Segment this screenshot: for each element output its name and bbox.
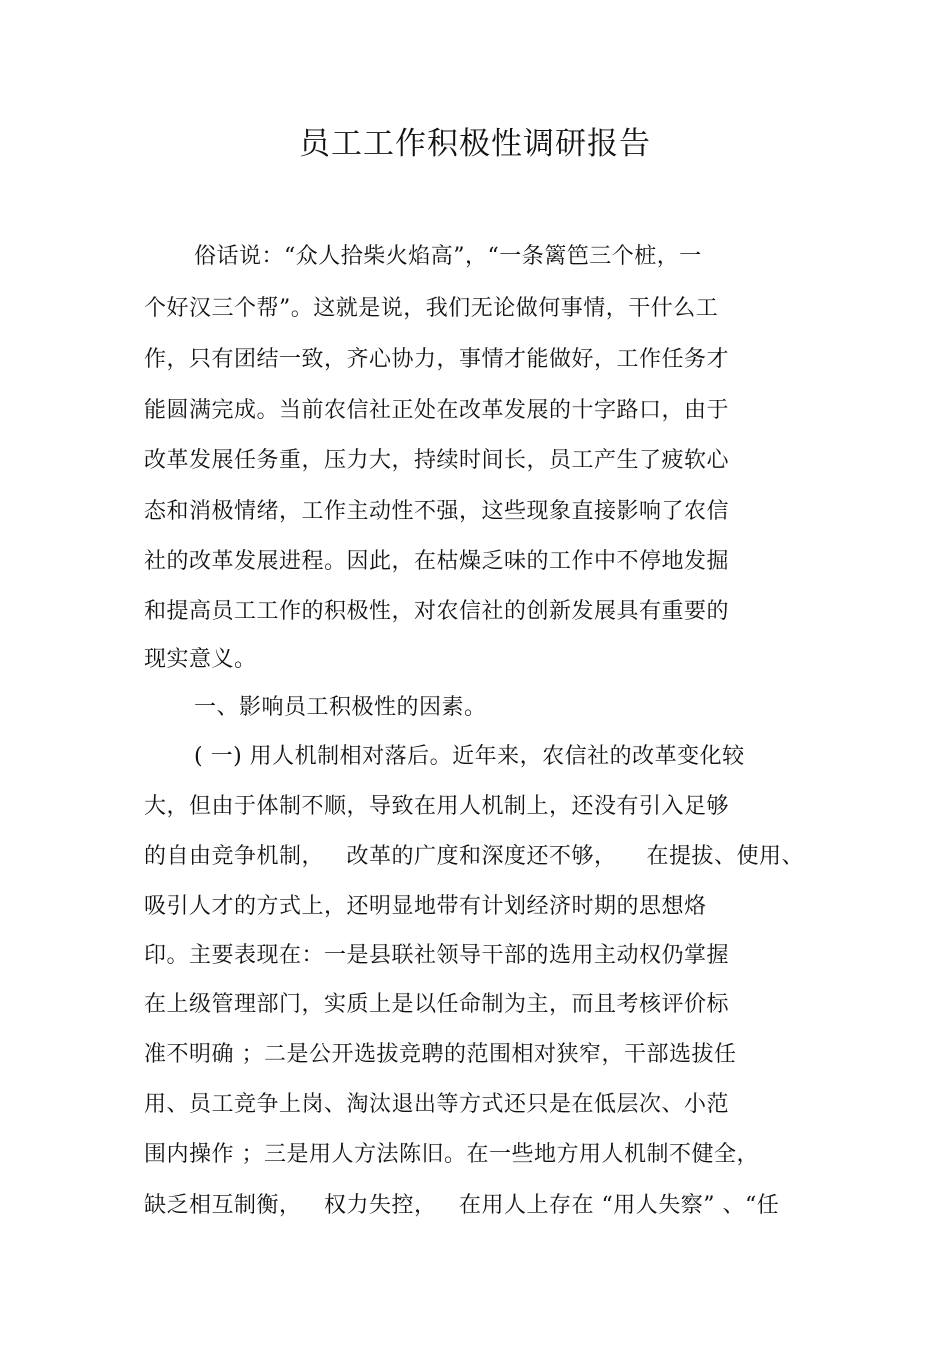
- paragraph-line: 印。主要表现在：一是县联社领导干部的选用主动权仍掌握: [144, 943, 730, 968]
- paragraph-line: 围内操作 ；三是用人方法陈旧。在一些地方用人机制不健全，: [144, 1142, 759, 1167]
- paragraph-line: 在上级管理部门，实质上是以任命制为主，而且考核评价标: [144, 992, 730, 1017]
- paragraph-line: 和提高员工工作的积极性，对农信社的创新发展具有重要的: [144, 599, 730, 624]
- paragraph-line: 现实意义。: [144, 647, 257, 672]
- section-heading: 一、影响员工积极性的因素。: [194, 695, 487, 720]
- paragraph-line: ( 一) 用人机制相对落后。近年来，农信社的改革变化较: [194, 744, 745, 769]
- paragraph-line: 个好汉三个帮”。这就是说，我们无论做何事情，干什么工: [144, 296, 719, 321]
- paragraph-line: 态和消极情绪，工作主动性不强，这些现象直接影响了农信: [144, 499, 730, 524]
- paragraph-line: 准不明确 ；二是公开选拔竞聘的范围相对狭窄，干部选拔任: [144, 1042, 737, 1067]
- paragraph-line: 缺乏相互制衡， 权力失控， 在用人上存在 “用人失察” 、“任: [144, 1193, 780, 1218]
- paragraph-line: 能圆满完成。当前农信社正处在改革发展的十字路口，由于: [144, 398, 730, 423]
- paragraph-line: 俗话说：“众人拾柴火焰高”，“一条篱笆三个桩，一: [194, 244, 702, 269]
- paragraph-line: 社的改革发展进程。因此，在枯燥乏味的工作中不停地发掘: [144, 549, 730, 574]
- document-title: 员工工作积极性调研报告: [299, 126, 651, 162]
- paragraph-line: 用、员工竞争上岗、淘汰退出等方式还只是在低层次、小范: [144, 1092, 730, 1117]
- paragraph-line: 大，但由于体制不顺，导致在用人机制上，还没有引入足够: [144, 794, 730, 819]
- paragraph-line: 改革发展任务重，压力大，持续时间长，员工产生了疲软心: [144, 448, 730, 473]
- paragraph-line: 吸引人才的方式上，还明显地带有计划经济时期的思想烙: [144, 894, 707, 919]
- paragraph-line: 的自由竞争机制， 改革的广度和深度还不够， 在提拔、使用、: [144, 844, 804, 869]
- paragraph-line: 作，只有团结一致，齐心协力，事情才能做好，工作任务才: [144, 347, 730, 372]
